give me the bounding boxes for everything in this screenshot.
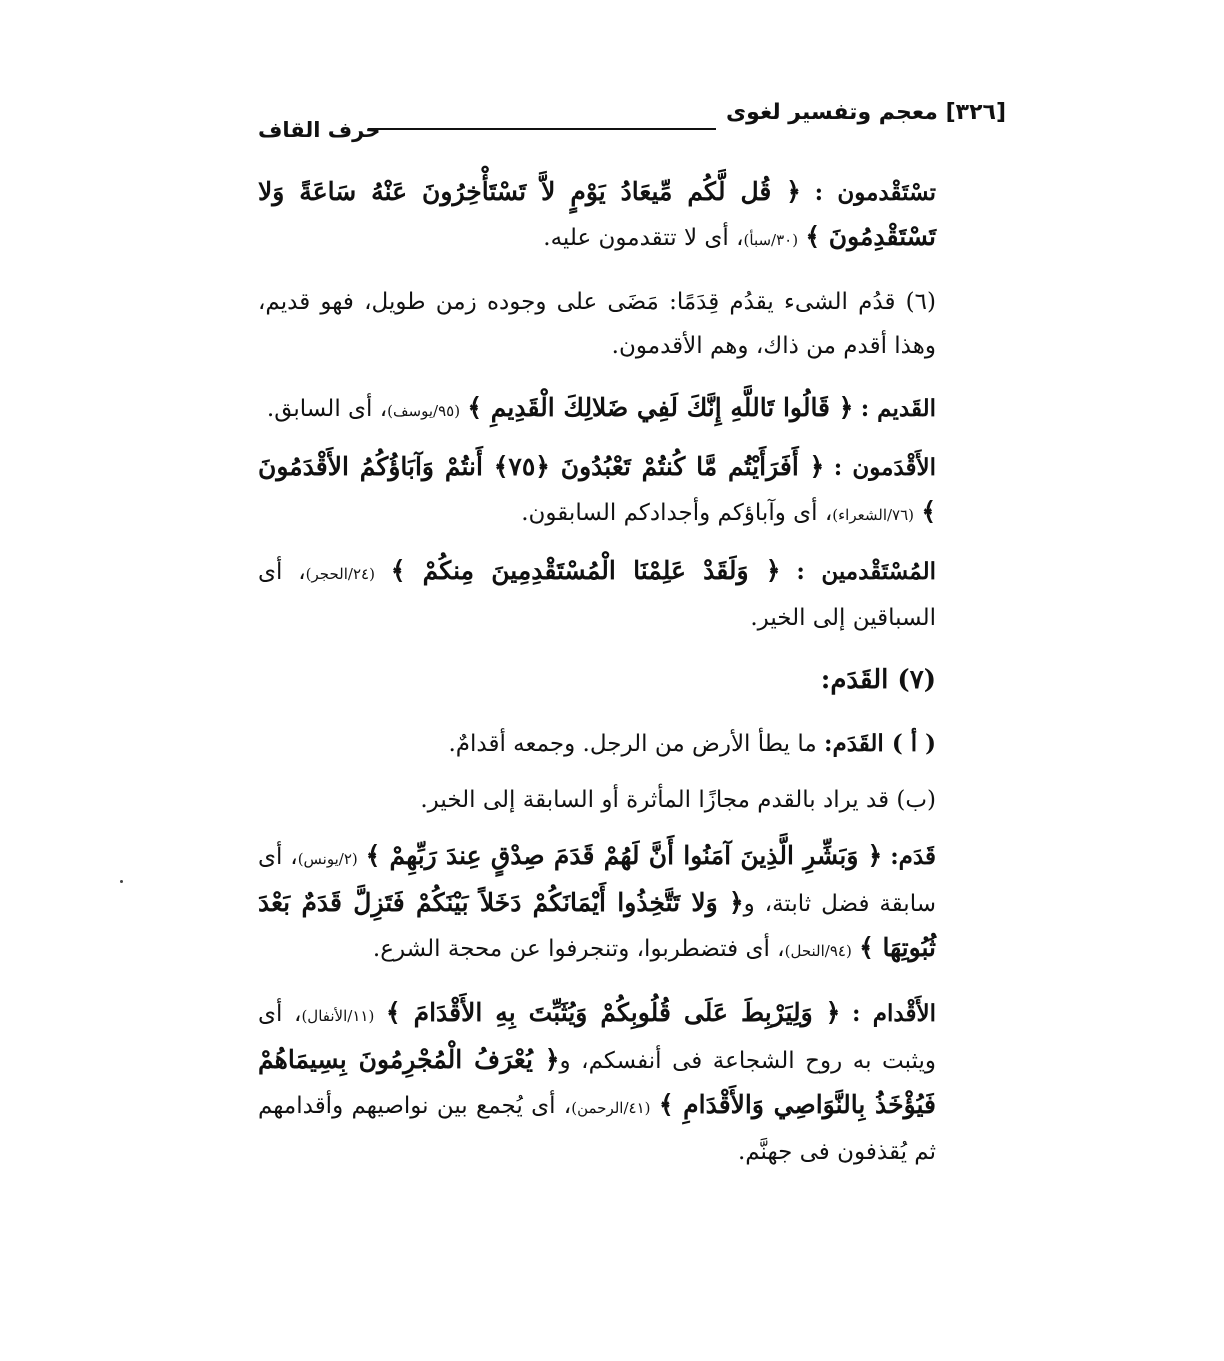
section-heading: (٧) القَدَم: (820, 665, 936, 695)
quran-verse: ﴿ قَالُوا تَاللَّهِ إِنَّكَ لَفِي ضَلالِكَ الْقَدِيمِ ﴾ (467, 393, 854, 422)
entry-explanation: ، أى ويثبت به روح الشجاعة فى أنفسكم، و (258, 1001, 937, 1074)
quran-verse-secondary: ﴿ يُعْرَفُ الْمُجْرِمُونَ بِسِيمَاهُمْ فَيُؤْخَذُ بِالنَّوَاصِي وَالأَقْدَامِ ﴾ (258, 1045, 936, 1119)
entry-alaqdam (258, 991, 1006, 1174)
verse-reference: (٧٦/الشعراء) (832, 506, 915, 524)
subsection-b (258, 778, 1006, 822)
verse-reference: (٢/يونس) (297, 850, 358, 868)
paragraph-qadum (258, 280, 1006, 368)
quran-verse: ﴿ أَفَرَأَيْتُم مَّا كُنتُمْ تَعْبُدُونَ ﴿٧٥﴾ أَنتُمْ وَآبَاؤُكُمُ الأَقْدَمُونَ ﴾ (258, 452, 936, 526)
verse-reference-secondary: (٤١/الرحمن) (571, 1099, 651, 1117)
quran-verse: ﴿ وَلِيَرْبِطَ عَلَى قُلُوبِكُمْ وَيُثَبِّتَ بِهِ الأَقْدَامَ ﴾ (385, 998, 841, 1027)
quran-verse: ﴿ وَبَشِّرِ الَّذِينَ آمَنُوا أَنَّ لَهُمْ قَدَمَ صِدْقٍ عِندَ رَبِّهِمْ ﴾ (365, 841, 883, 870)
entry-alqadim (258, 386, 1006, 433)
scan-speck (120, 880, 123, 883)
entry-explanation: ، أى لا تتقدمون عليه. (543, 225, 744, 251)
verse-reference: (٣٠/سبأ) (743, 231, 799, 249)
entry-headword: المُسْتَقْدمين : (796, 558, 936, 585)
entry-headword: تسْتَقْدمون : (814, 179, 936, 206)
entry-headword: الأَقْدام : (851, 1000, 936, 1027)
subsection-text: ما يطأ الأرض من الرجل. وجمعه أقدامٌ. (448, 731, 817, 757)
page-body (258, 170, 1006, 1192)
entry-headword: القَديم : (860, 395, 936, 422)
entry-explanation: ، أى السباقين إلى الخير. (258, 559, 936, 631)
subsection-text: (ب) قد يراد بالقدم مجازًا المأثرة أو السابقة إلى الخير. (420, 787, 936, 813)
entry-qadam (258, 834, 1006, 973)
subsection-a (258, 722, 1006, 766)
verse-reference: (٩٥/يوسف) (387, 402, 461, 420)
entry-headword: قَدَم: (890, 843, 936, 870)
running-title: [٣٢٦] معجم وتفسير لغوى (726, 100, 1006, 125)
entry-explanation: ، أى السابق. (266, 396, 388, 422)
entry-almustaqdimin (258, 549, 1006, 640)
header-rule (368, 128, 716, 130)
entry-headword: الأَقْدَمون : (833, 454, 936, 481)
quran-verse-secondary: ﴿ وَلا تَتَّخِذُوا أَيْمَانَكُمْ دَخَلاً بَيْنَكُمْ فَتَزِلَّ قَدَمٌ بَعْدَ ثُبُوتِهَا ﴾ (258, 888, 936, 962)
quran-verse: ﴿ وَلَقَدْ عَلِمْنَا الْمُسْتَقْدِمِينَ مِنكُمْ ﴾ (390, 556, 781, 585)
entry-explanation-tail: ، أى فتضطربوا، وتنجرفوا عن محجة الشرع. (372, 936, 785, 962)
page-header (258, 100, 1006, 144)
entry-alaqdamun (258, 445, 1006, 537)
verse-reference: (٢٤/الحجر) (305, 565, 375, 583)
entry-explanation: ، أى سابقة فضل ثابتة، و (258, 844, 936, 917)
verse-reference: (١١/الأنفال) (301, 1007, 375, 1025)
quran-verse: ﴿ قُل لَّكُم مِّيعَادُ يَوْمٍ لاَّ تَسْتَأْخِرُونَ عَنْهُ سَاعَةً وَلا تَسْتَقْدِمُونَ ﴾ (258, 177, 936, 251)
entry-explanation: ، أى وآباؤكم وأجدادكم السابقون. (521, 500, 833, 526)
subsection-label: ( أ ) القَدَم: (823, 730, 936, 757)
paragraph-text: (٦) قدُم الشىء يقدُم قِدَمًا: مَضَى على وجوده زمن طويل، فهو قديم، وهذا أقدم من ذاك، وهم الأقدمون. (258, 289, 936, 359)
verse-reference-secondary: (٩٤/النحل) (784, 942, 852, 960)
section-name: حرف القاف (258, 118, 381, 142)
entry-explanation-tail: ، أى يُجمع بين نواصيهم وأقدامهم ثم يُقذفون فى جهنَّم. (258, 1093, 936, 1165)
entry-tastaqdimun (258, 170, 1006, 262)
